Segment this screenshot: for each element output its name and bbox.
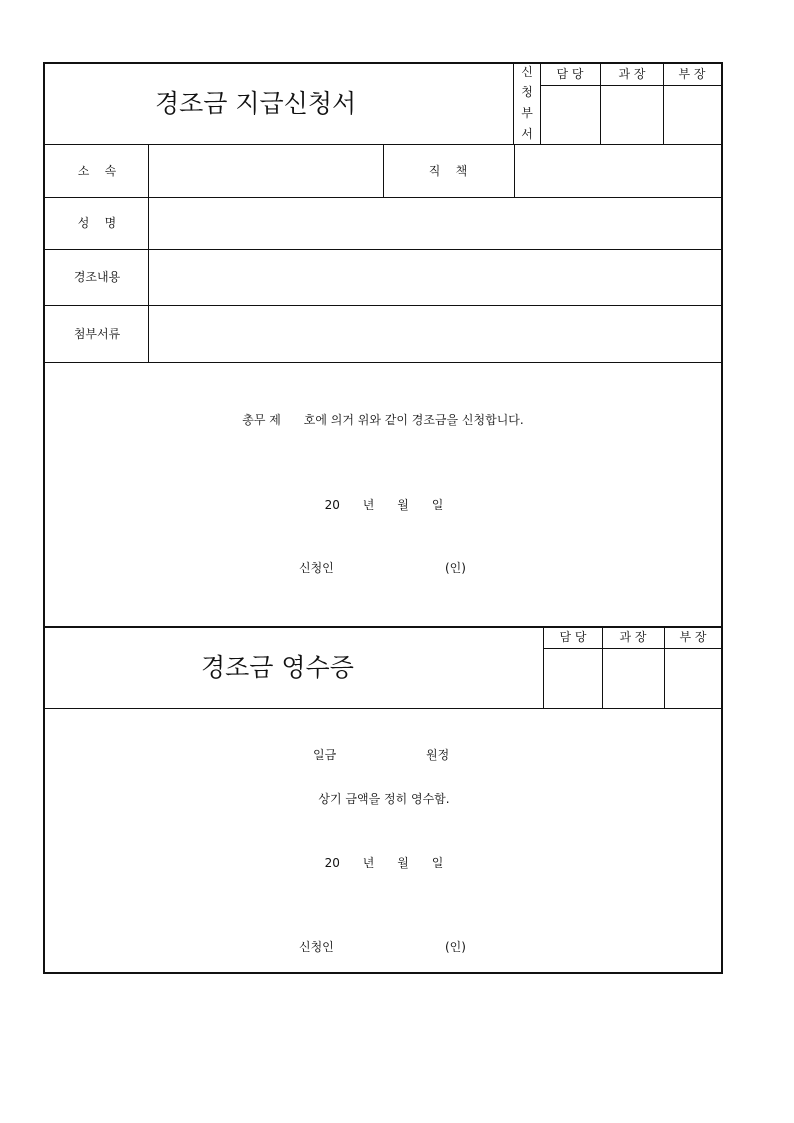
approval-header-director: 부 장 [678,67,706,81]
affiliation-label: 소 속 [77,164,117,178]
row-divider [45,197,721,198]
receipt-approval-header-staff: 담 당 [559,630,587,644]
receipt-title-divider [45,708,721,709]
position-value-divider [514,144,515,197]
receipt-applicant-seal: (인) [445,940,466,954]
attachment-label: 첨부서류 [73,327,121,341]
approval-header-staff: 담 당 [556,67,584,81]
application-title: 경조금 지급신청서 [155,89,357,118]
approval-header-line [540,85,721,86]
receipt-amount-label: 일금 [313,748,337,762]
position-label: 직 책 [428,164,468,178]
receipt-approval-header-line [543,648,721,649]
receipt-amount-suffix: 원정 [426,748,450,762]
label-column-divider [148,144,149,362]
approval-dept-label-char: 신 [521,65,533,79]
receipt-statement: 상기 금액을 정히 영수함. [318,792,450,806]
applicant-seal: (인) [445,561,466,575]
position-label-divider [383,144,384,197]
approval-divider [663,64,664,144]
row-divider [45,249,721,250]
row-divider [45,362,721,363]
receipt-approval-divider [602,627,603,708]
approval-dept-label-char: 청 [521,85,533,99]
receipt-date-line: 20 년 월 일 [324,856,444,870]
section-divider [45,626,721,628]
approval-dept-label-char: 부 [521,106,533,120]
application-date-line: 20 년 월 일 [324,498,444,512]
approval-divider [600,64,601,144]
name-label: 성 명 [77,216,117,230]
row-divider [45,305,721,306]
application-statement: 총무 제 호에 의거 위와 같이 경조금을 신청합니다. [242,413,524,427]
receipt-approval-header-director: 부 장 [679,630,707,644]
receipt-title: 경조금 영수증 [201,653,354,682]
approval-divider [540,64,541,144]
approval-dept-label-char: 서 [521,127,533,141]
content-label: 경조내용 [73,270,121,284]
receipt-approval-divider [664,627,665,708]
receipt-approval-header-manager: 과 장 [619,630,647,644]
condolence-money-form [43,62,723,974]
applicant-label: 신청인 [299,561,334,575]
approval-header-manager: 과 장 [618,67,646,81]
approval-divider [513,64,514,144]
receipt-applicant-label: 신청인 [299,940,334,954]
receipt-approval-divider [543,627,544,708]
